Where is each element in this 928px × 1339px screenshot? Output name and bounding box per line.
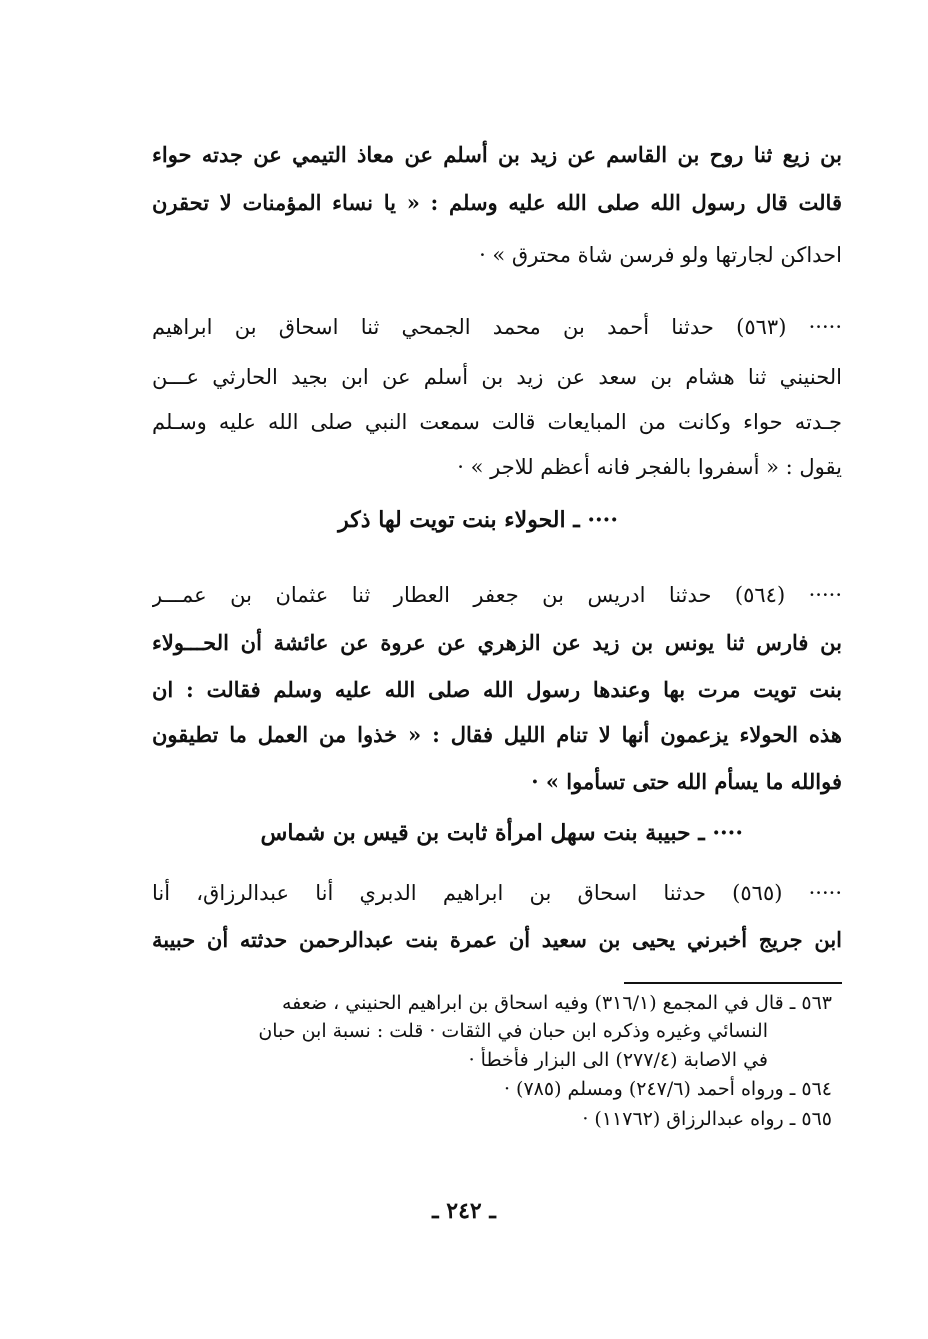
text-line: ····· (٥٦٥) حدثنا اسحاق بن ابراهيم الدبري أنا عبدالرزاق، أنا <box>152 881 842 905</box>
page-number: ـ ٢٤٢ ـ <box>432 1198 496 1224</box>
footnote-separator <box>624 982 842 984</box>
footnote-line: ٥٦٣ ـ قال في المجمع (٣١٦/١) وفيه اسحاق بن ابراهيم الحنيني ، ضعفه <box>282 992 832 1014</box>
footnote-line: ٥٦٥ ـ رواه عبدالرزاق (١١٧٦٢) · <box>582 1108 832 1130</box>
text-line: احداكن لجارتها ولو فرسن شاة محترق » · <box>479 243 842 267</box>
footnote-line: ٥٦٤ ـ ورواه أحمد (٢٤٧/٦) ومسلم (٧٨٥) · <box>503 1078 832 1100</box>
text-line: قالت قال رسول الله صلى الله عليه وسلم : « يا نساء المؤمنات لا تحقرن <box>152 190 842 215</box>
text-line: الحنيني ثنا هشام بن سعد عن زيد بن أسلم عن ابن بجيد الحارثي عـــن <box>152 365 842 389</box>
text-line: بن زيع ثنا روح بن القاسم عن زيد بن أسلم عن معاذ التيمي عن جدته حواء <box>152 142 842 167</box>
text-line: فوالله ما يسأم الله حتى تسأموا » · <box>531 769 842 794</box>
footnote-line: النسائي وغيره وذكره ابن حبان في الثقات · قلت : نسبة ابن حبان <box>258 1020 768 1042</box>
text-line: ابن جريج أخبرني يحيى بن سعيد أن عمرة بنت عبدالرحمن حدثته أن حبيبة <box>152 927 842 952</box>
text-line: ····· (٥٦٣) حدثنا أحمد بن محمد الجمحي ثنا اسحاق بن ابراهيم <box>152 315 842 339</box>
footnote-line: في الاصابة (٢٧٧/٤) الى البزار فأخطأ · <box>468 1049 768 1071</box>
section-heading: ···· ـ الحولاء بنت تويت لها ذكر <box>338 507 618 533</box>
text-line: ····· (٥٦٤) حدثنا ادريس بن جعفر العطار ثنا عثمان بن عمـــر <box>152 583 842 607</box>
text-line: بن فارس ثنا يونس بن زيد عن الزهري عن عروة عن عائشة أن الحـــولاء <box>152 630 842 655</box>
text-line: جـدته حواء وكانت من المبايعات قالت سمعت النبي صلى الله عليه وسـلم <box>152 410 842 434</box>
text-line: هذه الحولاء يزعمون أنها لا تنام الليل فقال : « خذوا من العمل ما تطيقون <box>152 722 842 747</box>
text-line: بنت تويت مرت بها وعندها رسول الله صلى الله عليه وسلم فقالت : ان <box>152 677 842 702</box>
section-heading: ···· ـ حبيبة بنت سهل امرأة ثابت بن قيس بن شماس <box>260 820 743 846</box>
text-line: يقول : « أسفروا بالفجر فانه أعظم للاجر » · <box>457 455 842 479</box>
